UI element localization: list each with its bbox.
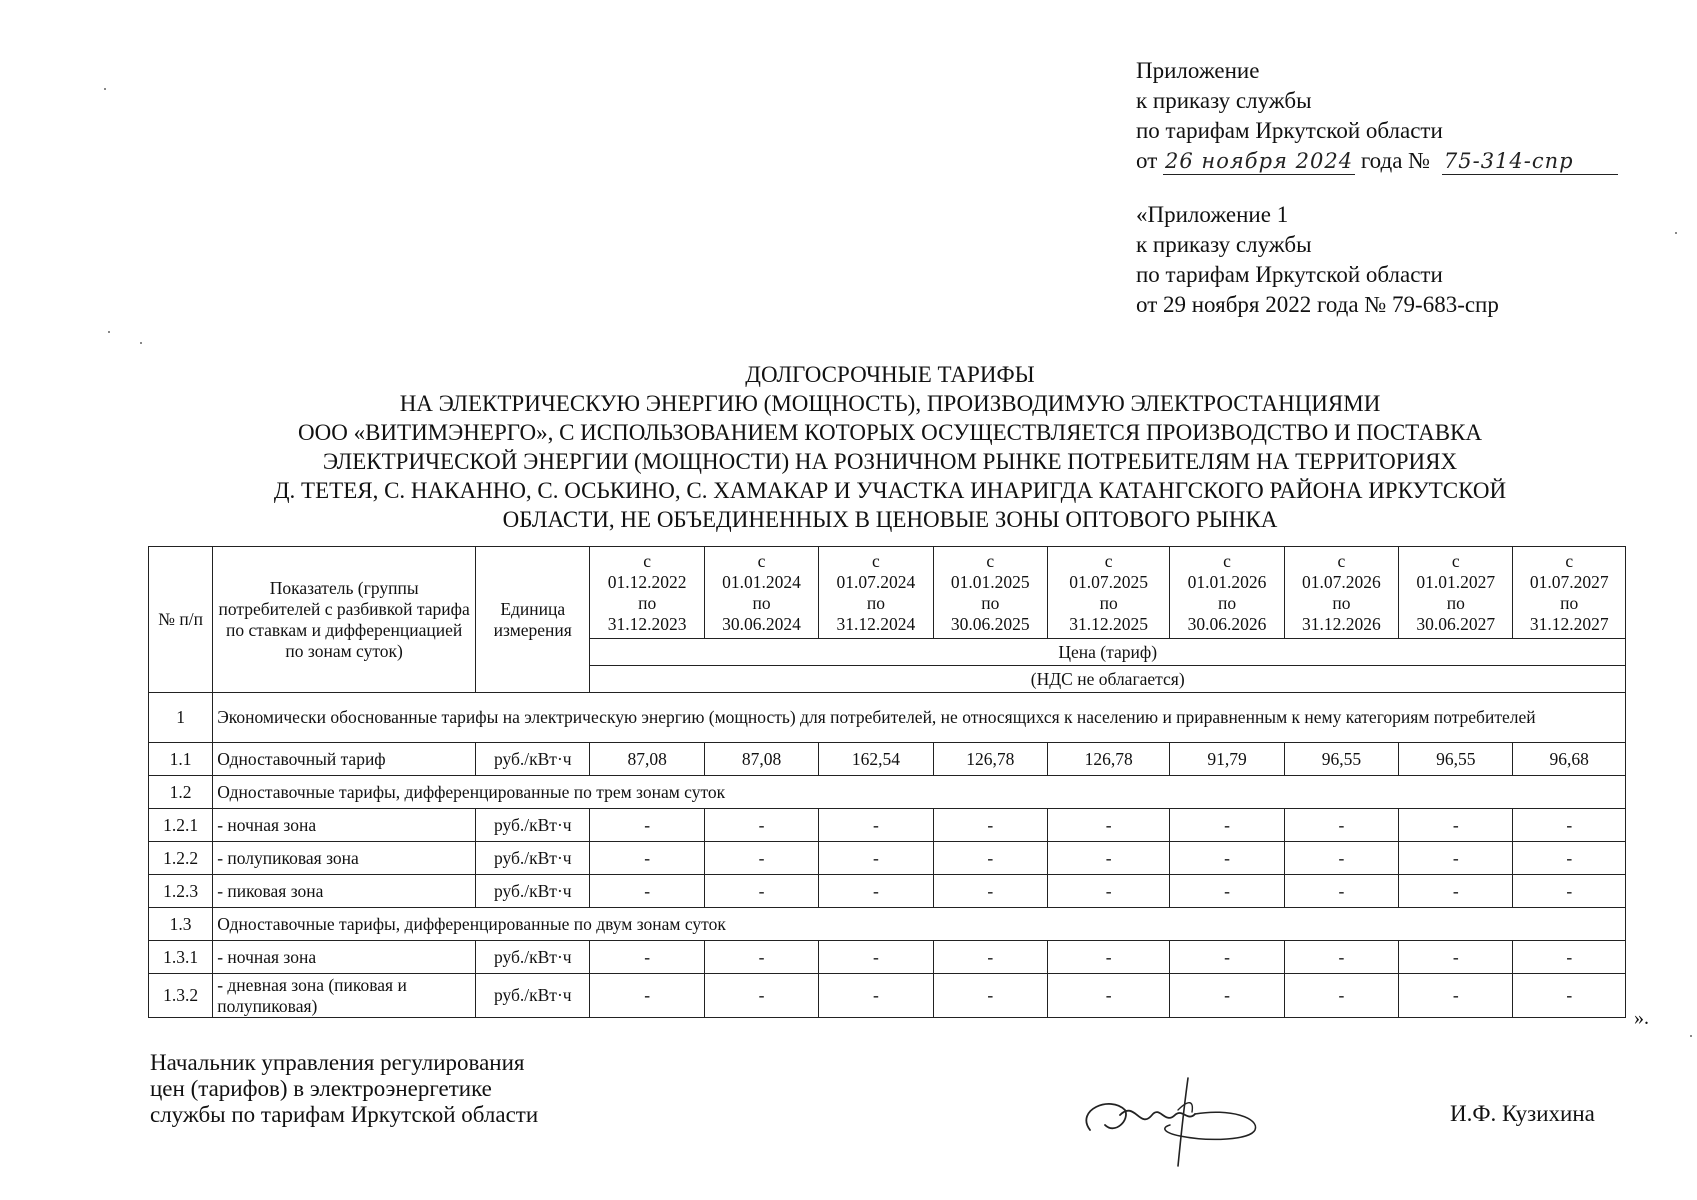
row-num: 1 — [149, 693, 213, 743]
tariff-value: - — [590, 875, 704, 908]
signer-position-line: цен (тарифов) в электроэнергетике — [150, 1076, 492, 1101]
tariff-value: - — [1284, 941, 1398, 974]
tariff-value: 96,55 — [1399, 743, 1513, 776]
tariff-value: - — [1284, 974, 1398, 1018]
tariff-value: - — [1513, 809, 1626, 842]
tariff-value: - — [819, 875, 933, 908]
row-num: 1.2.1 — [149, 809, 213, 842]
tariff-value: 126,78 — [933, 743, 1047, 776]
row-label: - ночная зона — [213, 941, 476, 974]
row-label: - пиковая зона — [213, 875, 476, 908]
tariff-value: - — [1399, 842, 1513, 875]
row-label: - дневная зона (пиковая и полупиковая) — [213, 974, 476, 1018]
tariff-value: - — [1047, 842, 1169, 875]
row-section-label: Экономически обоснованные тарифы на электрическую энергию (мощность) для потребителей, не относящихся к населению и приравненным к нему категориям потребителей — [213, 693, 1626, 743]
signer-position-line: Начальник управления регулирования — [150, 1050, 525, 1075]
year-label: года № — [1360, 148, 1431, 173]
table-row-section — [149, 693, 1626, 743]
row-unit: руб./кВт·ч — [476, 809, 590, 842]
header-period: с 01.07.2025 по 31.12.2025 — [1047, 547, 1169, 639]
tariff-value: - — [1284, 809, 1398, 842]
tariff-value: - — [1513, 875, 1626, 908]
tariff-value: - — [1399, 974, 1513, 1018]
table-row-section — [149, 908, 1626, 941]
header-period: с 01.07.2026 по 31.12.2026 — [1284, 547, 1398, 639]
tariff-value: - — [590, 842, 704, 875]
row-num: 1.2.3 — [149, 875, 213, 908]
header-indicator: Показатель (группы потребителей с разбивкой тарифа по ставкам и дифференциацией по зонам суток) — [213, 547, 476, 693]
appendix-old-line: к приказу службы — [1136, 232, 1312, 257]
tariff-value: - — [1399, 809, 1513, 842]
tariff-value: - — [1047, 875, 1169, 908]
tariff-value: - — [933, 842, 1047, 875]
tariff-value: - — [819, 974, 933, 1018]
row-unit: руб./кВт·ч — [476, 743, 590, 776]
tariff-value: - — [933, 941, 1047, 974]
signature-block — [150, 1050, 538, 1128]
tariff-value: 96,68 — [1513, 743, 1626, 776]
row-num: 1.3 — [149, 908, 213, 941]
header-period: с 01.12.2022 по 31.12.2023 — [590, 547, 704, 639]
table-row — [149, 743, 1626, 776]
tariff-value: 126,78 — [1047, 743, 1169, 776]
from-prefix: от — [1136, 148, 1158, 173]
header-num: № п/п — [149, 547, 213, 693]
tariff-value: - — [1170, 809, 1284, 842]
header-period: с 01.01.2026 по 30.06.2026 — [1170, 547, 1284, 639]
header-vat: (НДС не облагается) — [590, 666, 1626, 693]
row-num: 1.3.2 — [149, 974, 213, 1018]
title-line: ООО «ВИТИМЭНЕРГО», С ИСПОЛЬЗОВАНИЕМ КОТОРЫХ ОСУЩЕСТВЛЯЕТСЯ ПРОИЗВОДСТВО И ПОСТАВКА — [297, 420, 1482, 445]
header-row — [149, 547, 1626, 639]
tariff-value: - — [590, 941, 704, 974]
title-line: ЭЛЕКТРИЧЕСКОЙ ЭНЕРГИИ (МОЩНОСТИ) НА РОЗНИЧНОМ РЫНКЕ ПОТРЕБИТЕЛЯМ НА ТЕРРИТОРИЯХ — [322, 449, 1458, 474]
tariff-value: - — [704, 875, 818, 908]
appendix-old-line: от 29 ноября 2022 года № 79-683-спр — [1136, 292, 1499, 317]
appendix-old-line: по тарифам Иркутской области — [1136, 262, 1443, 287]
row-label: Одноставочный тариф — [213, 743, 476, 776]
tariff-value: - — [1170, 842, 1284, 875]
tariff-value: - — [1047, 974, 1169, 1018]
signer-position-line: службы по тарифам Иркутской области — [150, 1102, 539, 1127]
tariff-value: - — [1047, 809, 1169, 842]
tariff-value: - — [1047, 941, 1169, 974]
row-unit: руб./кВт·ч — [476, 941, 590, 974]
row-num: 1.2 — [149, 776, 213, 809]
row-num: 1.3.1 — [149, 941, 213, 974]
tariff-value: - — [819, 809, 933, 842]
table-row-section — [149, 776, 1626, 809]
header-period: с 01.07.2024 по 31.12.2024 — [819, 547, 933, 639]
row-label: - ночная зона — [213, 809, 476, 842]
tariff-value: - — [1513, 941, 1626, 974]
tariff-value: - — [590, 974, 704, 1018]
tariff-value: 87,08 — [590, 743, 704, 776]
tariff-value: - — [1399, 941, 1513, 974]
row-num: 1.2.2 — [149, 842, 213, 875]
title-line: ДОЛГОСРОЧНЫЕ ТАРИФЫ — [745, 362, 1035, 387]
tariff-value: 91,79 — [1170, 743, 1284, 776]
header-unit: Единица измерения — [476, 547, 590, 693]
table-row — [149, 941, 1626, 974]
tariff-value: - — [704, 842, 818, 875]
tariff-value: - — [1170, 875, 1284, 908]
header-period: с 01.01.2027 по 30.06.2027 — [1399, 547, 1513, 639]
header-period: с 01.01.2025 по 30.06.2025 — [933, 547, 1047, 639]
row-section-label: Одноставочные тарифы, дифференцированные по двум зонам суток — [213, 908, 1626, 941]
tariff-value: - — [1513, 842, 1626, 875]
row-section-label: Одноставочные тарифы, дифференцированные по трем зонам суток — [213, 776, 1626, 809]
tariff-value: - — [1513, 974, 1626, 1018]
tariff-value: - — [819, 941, 933, 974]
title-line: ОБЛАСТИ, НЕ ОБЪЕДИНЕННЫХ В ЦЕНОВЫЕ ЗОНЫ ОПТОВОГО РЫНКА — [502, 507, 1278, 532]
title-line: Д. ТЕТЕЯ, С. НАКАННО, С. ОСЬКИНО, С. ХАМАКАР И УЧАСТКА ИНАРИГДА КАТАНГСКОГО РАЙОНА ИРКУТСКОЙ — [273, 478, 1507, 503]
header-period: с 01.07.2027 по 31.12.2027 — [1513, 547, 1626, 639]
tariff-value: - — [1170, 941, 1284, 974]
tariff-value: - — [933, 974, 1047, 1018]
table-row — [149, 842, 1626, 875]
tariff-value: - — [1284, 875, 1398, 908]
tariff-value: - — [1284, 842, 1398, 875]
table-row — [149, 974, 1626, 1018]
tariff-value: - — [819, 842, 933, 875]
title-line: НА ЭЛЕКТРИЧЕСКУЮ ЭНЕРГИЮ (МОЩНОСТЬ), ПРОИЗВОДИМУЮ ЭЛЕКТРОСТАНЦИЯМИ — [399, 391, 1381, 416]
tariff-value: - — [704, 809, 818, 842]
table-row — [149, 875, 1626, 908]
header-period: с 01.01.2024 по 30.06.2024 — [704, 547, 818, 639]
signer-name: И.Ф. Кузихина — [1450, 1101, 1595, 1126]
tariff-value: - — [933, 809, 1047, 842]
handwritten-date: 26 ноября 2024 — [1165, 149, 1354, 173]
document-title — [150, 360, 1630, 534]
appendix-order-line — [1136, 146, 1618, 176]
row-label: - полупиковая зона — [213, 842, 476, 875]
row-unit: руб./кВт·ч — [476, 842, 590, 875]
tariff-value: 162,54 — [819, 743, 933, 776]
tariff-value: - — [704, 974, 818, 1018]
tariff-value: - — [1399, 875, 1513, 908]
appendix-old-line: «Приложение 1 — [1136, 202, 1289, 227]
handwritten-signature — [1070, 1070, 1270, 1170]
tariff-value: - — [590, 809, 704, 842]
tariff-value: - — [933, 875, 1047, 908]
header-price: Цена (тариф) — [590, 639, 1626, 666]
tariff-value: 87,08 — [704, 743, 818, 776]
row-num: 1.1 — [149, 743, 213, 776]
appendix-line: к приказу службы — [1136, 88, 1312, 113]
row-unit: руб./кВт·ч — [476, 875, 590, 908]
appendix-new — [1136, 56, 1618, 320]
tariff-value: - — [1170, 974, 1284, 1018]
closing-quote: ». — [1634, 1007, 1649, 1029]
tariff-table — [148, 546, 1626, 1018]
tariff-value: - — [704, 941, 818, 974]
table-row — [149, 809, 1626, 842]
appendix-line: Приложение — [1136, 58, 1260, 83]
handwritten-order-number: 75-314-спр — [1442, 148, 1618, 175]
row-unit: руб./кВт·ч — [476, 974, 590, 1018]
appendix-line: по тарифам Иркутской области — [1136, 118, 1443, 143]
tariff-value: 96,55 — [1284, 743, 1398, 776]
